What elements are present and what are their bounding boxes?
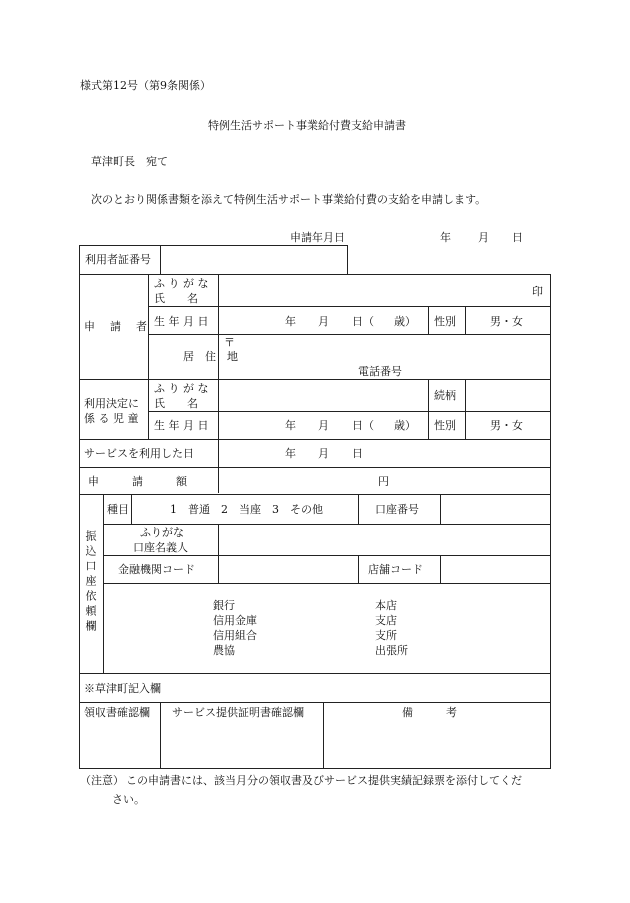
child-dob-day: 日（ (352, 419, 374, 432)
note-line-1: この申請書には、該当月分の領収書及びサービス提供実績記録票を添付してくだ (126, 774, 522, 787)
institution-type-1: 信用金庫 (213, 614, 257, 627)
application-date-label: 申請年月日 (290, 231, 345, 244)
remarks-label: 備 考 (402, 706, 457, 719)
bank-type-options[interactable]: 1 普通 2 当座 3 その他 (170, 503, 323, 516)
seal-mark: 印 (532, 285, 543, 298)
amount-unit: 円 (378, 475, 389, 488)
bank-type-label: 種目 (107, 503, 129, 516)
holder-name-label: 口座名義人 (133, 541, 188, 554)
child-sex-label: 性別 (434, 419, 456, 432)
child-furigana-label: ふ り が な (154, 382, 209, 395)
child-dob-label: 生 年 月 日 (154, 419, 209, 432)
user-cert-input[interactable] (165, 254, 343, 268)
service-date-month: 月 (318, 447, 329, 460)
applicant-sex-label: 性別 (434, 315, 456, 328)
applicant-sex-value[interactable]: 男・女 (490, 315, 523, 328)
institution-type-3: 農協 (213, 644, 235, 657)
child-sex-value[interactable]: 男・女 (490, 419, 523, 432)
application-date-day: 日 (512, 231, 523, 244)
amount-label: 申 請 額 (88, 475, 187, 488)
institution-type-0: 銀行 (213, 599, 235, 612)
phone-label: 電話番号 (358, 365, 402, 378)
applicant-name-input[interactable] (222, 280, 522, 302)
applicant-section-label: 申 請 者 (84, 320, 149, 333)
receipt-check-label: 領収書確認欄 (84, 706, 150, 719)
postal-mark: 〒 (224, 336, 235, 349)
applicant-dob-day: 日（ (352, 315, 374, 328)
child-dob-month: 月 (318, 419, 329, 432)
application-date-year: 年 (440, 231, 451, 244)
child-relation-label: 続柄 (434, 389, 456, 402)
note-line-2: さい。 (112, 793, 145, 806)
branch-type-1: 支店 (375, 614, 397, 627)
user-cert-label: 利用者証番号 (85, 253, 151, 266)
branch-code-label: 店舗コード (368, 563, 423, 576)
account-number-label: 口座番号 (375, 503, 419, 516)
branch-type-0: 本店 (375, 599, 397, 612)
holder-furigana-label: ふりがな (140, 526, 184, 539)
service-date-year: 年 (285, 447, 296, 460)
town-section-label: ※草津町記入欄 (84, 682, 161, 695)
applicant-name-label: 氏 名 (154, 292, 198, 305)
addressee: 草津町長 宛て (91, 155, 168, 168)
applicant-dob-age: 歳） (394, 315, 416, 328)
form-number: 様式第12号（第9条関係） (80, 79, 211, 92)
applicant-dob-year: 年 (285, 315, 296, 328)
institution-type-2: 信用組合 (213, 629, 257, 642)
child-section-label-1: 利用決定に (84, 397, 139, 410)
note-label: （注意） (80, 774, 124, 787)
intro-text: 次のとおり関係書類を添えて特例生活サポート事業給付費の支給を申請します。 (91, 193, 487, 206)
branch-type-3: 出張所 (375, 644, 408, 657)
child-dob-age: 歳） (394, 419, 416, 432)
form-title: 特例生活サポート事業給付費支給申請書 (208, 119, 406, 132)
applicant-dob-label: 生 年 月 日 (154, 315, 209, 328)
child-dob-year: 年 (285, 419, 296, 432)
bank-section-label: 振込口座依頼欄 (84, 530, 97, 635)
branch-type-2: 支所 (375, 629, 397, 642)
applicant-address-label: 居 住 地 (183, 350, 238, 363)
child-name-label: 氏 名 (154, 397, 198, 410)
service-cert-check-label: サービス提供証明書確認欄 (172, 706, 304, 719)
service-date-label: サービスを利用した日 (84, 447, 194, 460)
application-date-month: 月 (478, 231, 489, 244)
applicant-dob-month: 月 (318, 315, 329, 328)
applicant-furigana-label: ふ り が な (154, 277, 209, 290)
service-date-day: 日 (352, 447, 363, 460)
child-section-label-2: 係 る 児 童 (84, 412, 139, 425)
institution-code-label: 金融機関コード (118, 563, 195, 576)
